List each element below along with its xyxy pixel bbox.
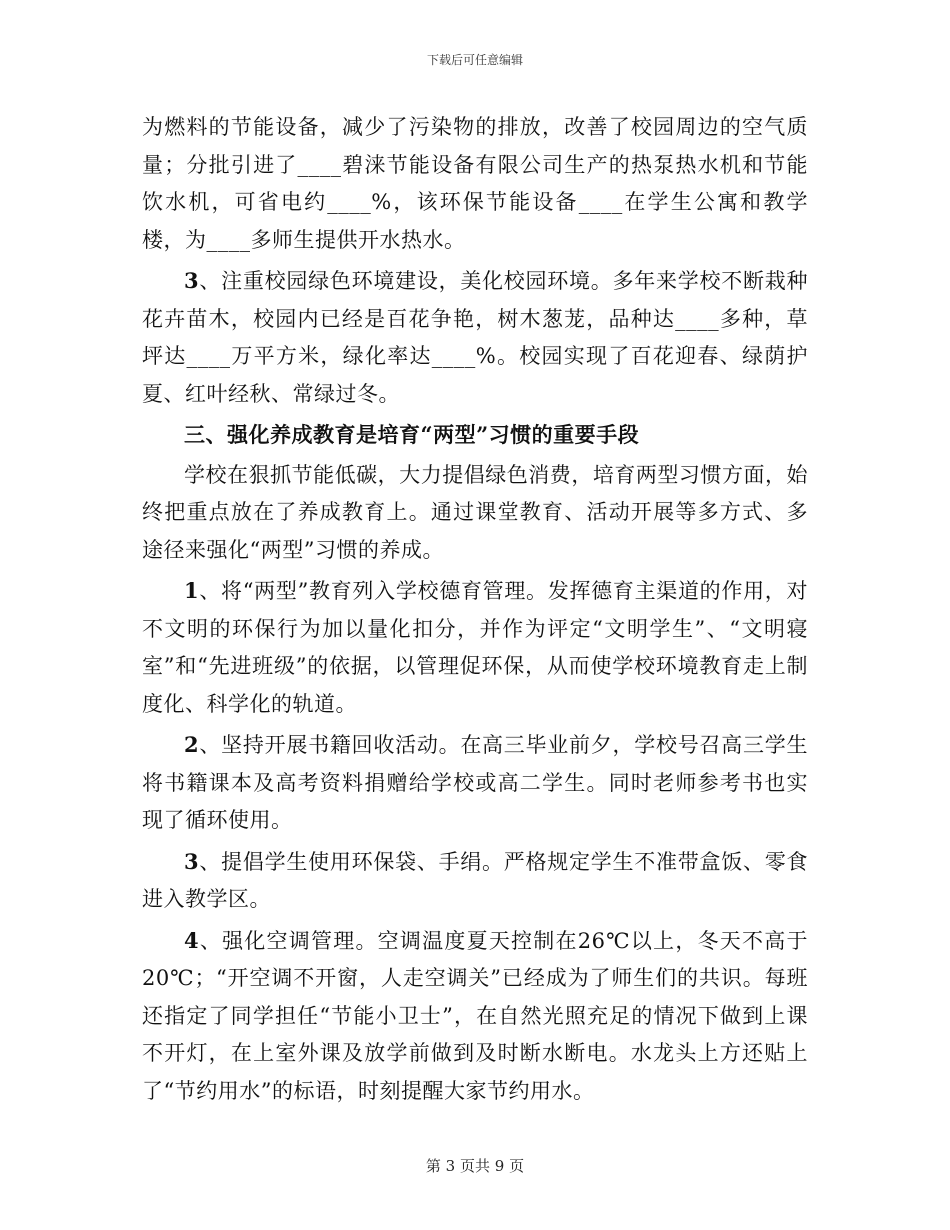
item-number: 2	[184, 732, 200, 757]
paragraph-text: 学校在狠抓节能低碳，大力提倡绿色消费，培育两型习惯方面，始终把重点放在了养成教育上。通过课堂教育、活动开展等多方式、多途径来强化“两型”习惯的养成。	[142, 462, 808, 562]
page-header: 下载后可任意编辑	[426, 53, 523, 67]
page-footer: 第 3 页共 9 页	[425, 1157, 525, 1175]
item-number: 3	[184, 268, 200, 293]
section-heading	[142, 416, 808, 454]
paragraph-intro	[142, 457, 808, 570]
item-number: 4	[184, 927, 200, 953]
paragraph-continued	[142, 109, 808, 259]
paragraph-item-1	[142, 572, 808, 723]
document-body	[142, 109, 808, 1113]
paragraph-text: 、将“两型”教育列入学校德育管理。发挥德育主渠道的作用，对不文明的环保行为加以量化扣分，并作为评定“文明学生”、“文明寝室”和“先进班级”的依据，以管理促环保，从而使学校环境教育走上制度化、科学化的轨道。	[142, 579, 808, 716]
paragraph-text: 、提倡学生使用环保袋、手绢。严格规定学生不准带盒饭、零食进入教学区。	[142, 849, 808, 911]
paragraph-item-3	[142, 843, 808, 919]
paragraph-item-3-green-campus	[142, 262, 808, 413]
item-number: 3	[184, 848, 200, 874]
paragraph-text: 、强化空调管理。空调温度夏天控制在26℃以上，冬天不高于20℃；“开空调不开窗，人走空调关”已经成为了师生们的共识。每班还指定了同学担任“节能小卫士”，在自然光照充足的情况下做到上课不开灯，在上室外课及放学前做到及时断水断电。水龙头上方还贴上了“节约用水”的标语，时刻提醒大家节约用水。	[142, 928, 808, 1103]
paragraph-item-2	[142, 726, 808, 840]
paragraph-text: 为燃料的节能设备，减少了污染物的排放，改善了校园周边的空气质量；分批引进了____碧涞节能设备有限公司生产的热泵热水机和节能饮水机，可省电约____%，该环保节能设备____在学生公寓和教学楼，为____多师生提供开水热水。	[142, 115, 808, 252]
paragraph-item-4	[142, 922, 808, 1111]
section-heading-text: 三、强化养成教育是培育“两型”习惯的重要手段	[184, 422, 640, 447]
item-number: 1	[184, 578, 200, 603]
paragraph-text: 、注重校园绿色环境建设，美化校园环境。多年来学校不断栽种花卉苗木，校园内已经是百花争艳，树木葱茏，品种达____多种，草坪达____万平方米，绿化率达____%。校园实现了百花迎春、绿荫护夏、红叶经秋、常绿过冬。	[142, 269, 808, 406]
paragraph-text: 、坚持开展书籍回收活动。在高三毕业前夕，学校号召高三学生将书籍课本及高考资料捐赠给学校或高二学生。同时老师参考书也实现了循环使用。	[142, 733, 808, 832]
